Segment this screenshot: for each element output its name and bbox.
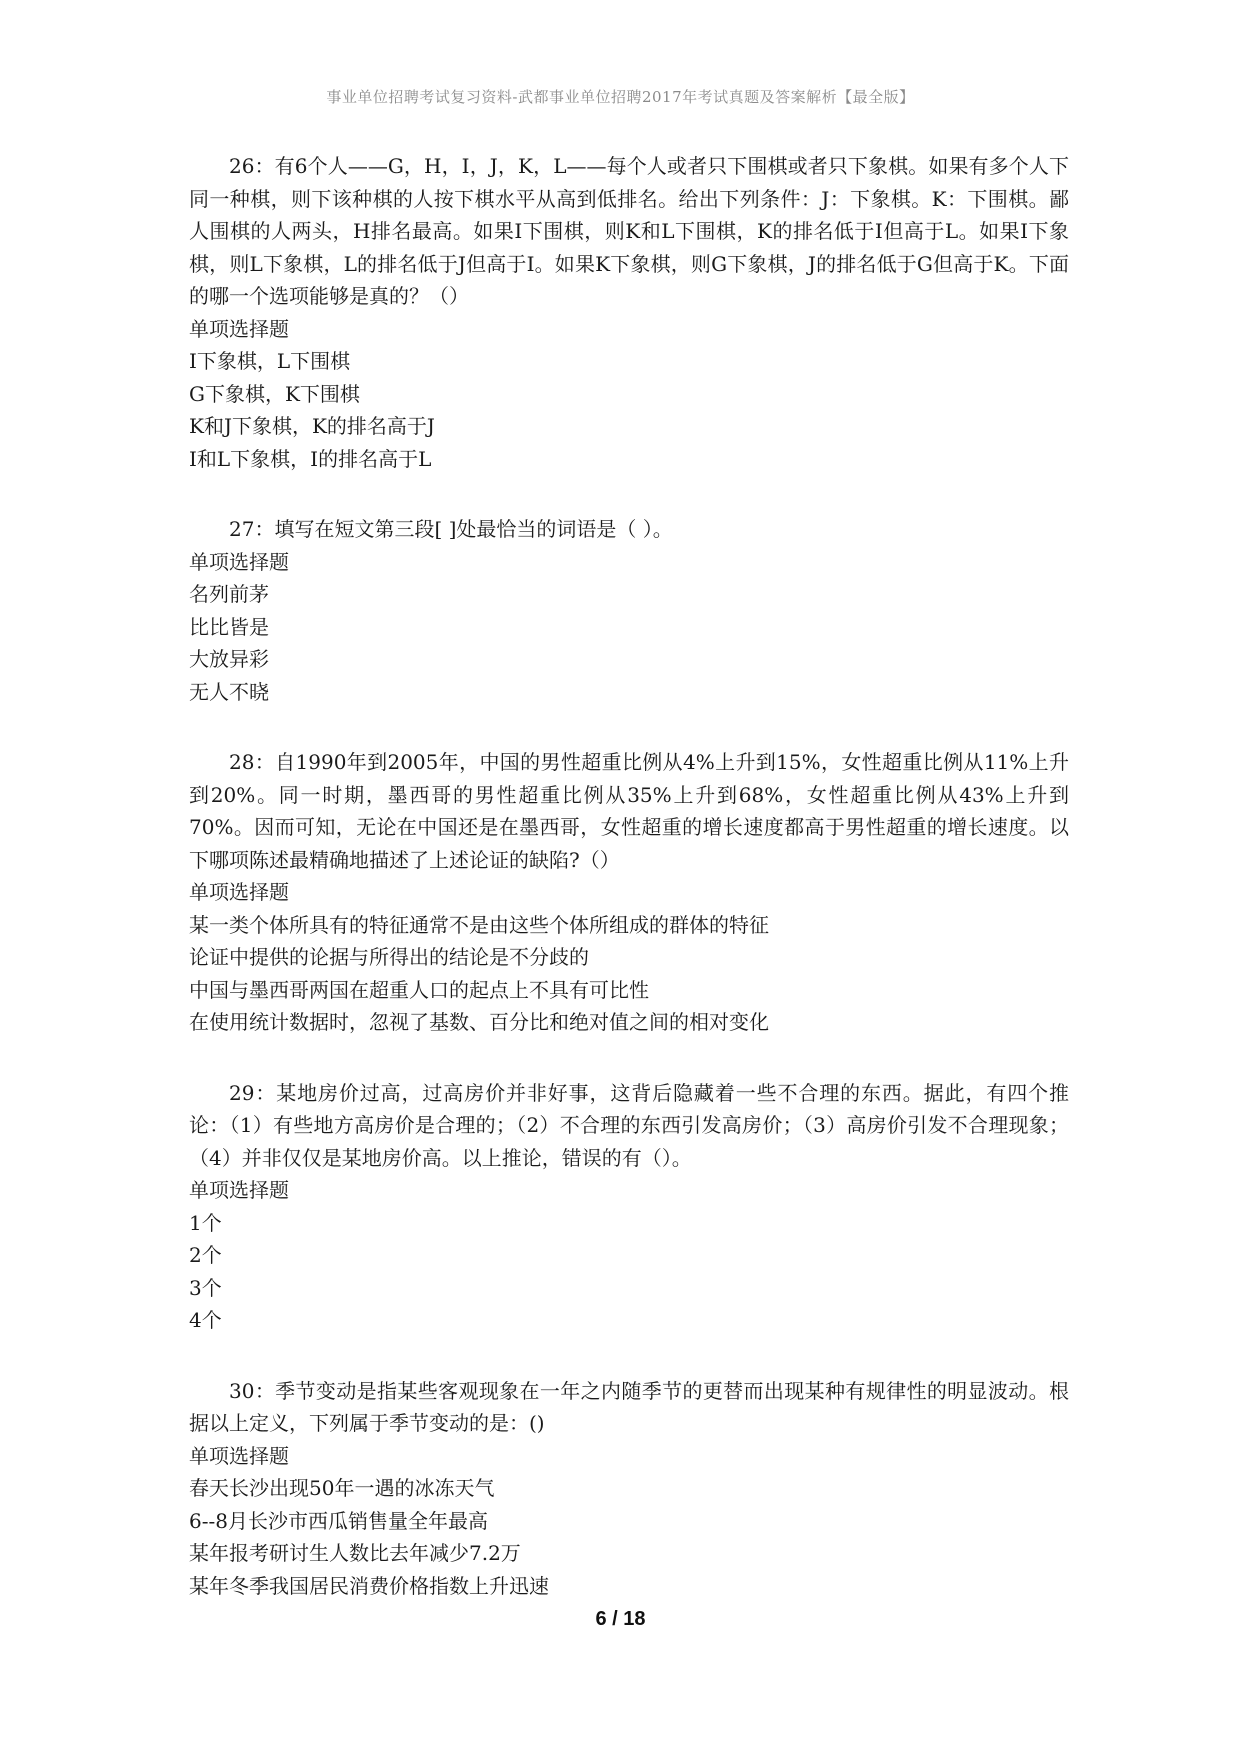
question-type: 单项选择题 bbox=[189, 549, 289, 574]
option: K和J下象棋，K的排名高于J bbox=[189, 414, 435, 438]
option: I和L下象棋，I的排名高于L bbox=[189, 446, 432, 471]
option: 比比皆是 bbox=[189, 614, 269, 639]
question-type: 单项选择题 bbox=[189, 316, 289, 341]
question-text: 27：填写在短文第三段[ ]处最恰当的词语是（ ）。 bbox=[229, 517, 673, 541]
option: 某年冬季我国居民消费价格指数上升迅速 bbox=[189, 1573, 549, 1598]
page-header: 事业单位招聘考试复习资料-武都事业单位招聘2017年考试真题及答案解析【最全版】 bbox=[326, 88, 915, 106]
question-type: 单项选择题 bbox=[189, 1178, 289, 1202]
option: 大放异彩 bbox=[189, 647, 269, 671]
question-text: 30：季节变动是指某些客观现象在一年之内随季节的更替而出现某种有规律性的明显波动。根据以上定义，下列属于季节变动的是：() bbox=[189, 1378, 1069, 1435]
option: 某一类个体所具有的特征通常不是由这些个体所组成的群体的特征 bbox=[189, 912, 769, 937]
question-text: 28：自1990年到2005年，中国的男性超重比例从4%上升到15%，女性超重比例从11%上升到20%。同一时期，墨西哥的男性超重比例从35%上升到68%，女性超重比例从43%上升到70%。因而可知，无论在中国还是在墨西哥，女性超重的增长速度都高于男性超重的增长速度。以下哪项陈述最精确地描述了上述论证的缺陷?（） bbox=[189, 750, 1069, 872]
option: 1个 bbox=[189, 1210, 222, 1235]
option: I下象棋，L下围棋 bbox=[189, 349, 351, 373]
option: 名列前茅 bbox=[189, 582, 269, 606]
option: 论证中提供的论据与所得出的结论是不分歧的 bbox=[189, 945, 589, 969]
option: 在使用统计数据时，忽视了基数、百分比和绝对值之间的相对变化 bbox=[189, 1010, 769, 1034]
option: 6--8月长沙市西瓜销售量全年最高 bbox=[189, 1508, 488, 1533]
option: 中国与墨西哥两国在超重人口的起点上不具有可比性 bbox=[189, 977, 649, 1002]
option: G下象棋，K下围棋 bbox=[189, 381, 360, 406]
option: 无人不晓 bbox=[189, 679, 269, 704]
page-number: 6 / 18 bbox=[595, 1608, 646, 1630]
option: 春天长沙出现50年一遇的冰冻天气 bbox=[189, 1476, 495, 1500]
question-30 bbox=[189, 1375, 1069, 1603]
option: 2个 bbox=[189, 1243, 222, 1267]
document-body bbox=[189, 150, 1069, 1640]
question-26 bbox=[189, 150, 1069, 475]
question-type: 单项选择题 bbox=[189, 1443, 289, 1468]
question-29 bbox=[189, 1077, 1069, 1337]
question-28 bbox=[189, 746, 1069, 1039]
question-27 bbox=[189, 513, 1069, 708]
option: 3个 bbox=[189, 1275, 222, 1300]
option: 4个 bbox=[189, 1308, 222, 1332]
question-type: 单项选择题 bbox=[189, 880, 289, 904]
question-text: 26：有6个人——G，H，I，J，K，L——每个人或者只下围棋或者只下象棋。如果有多个人下同一种棋，则下该种棋的人按下棋水平从高到低排名。给出下列条件：J：下象棋。K：下围棋。鄙人围棋的人两头，H排名最高。如果I下围棋，则K和L下围棋，K的排名低于I但高于L。如果I下象棋，则L下象棋，L的排名低于J但高于I。如果K下象棋，则G下象棋，J的排名低于G但高于K。下面的哪一个选项能够是真的？（） bbox=[189, 154, 1069, 308]
option: 某年报考研讨生人数比去年减少7.2万 bbox=[189, 1541, 521, 1565]
question-text: 29：某地房价过高，过高房价并非好事，这背后隐藏着一些不合理的东西。据此，有四个推论：（1）有些地方高房价是合理的；（2）不合理的东西引发高房价；（3）高房价引发不合理现象；（4）并非仅仅是某地房价高。以上推论，错误的有（）。 bbox=[189, 1080, 1069, 1170]
